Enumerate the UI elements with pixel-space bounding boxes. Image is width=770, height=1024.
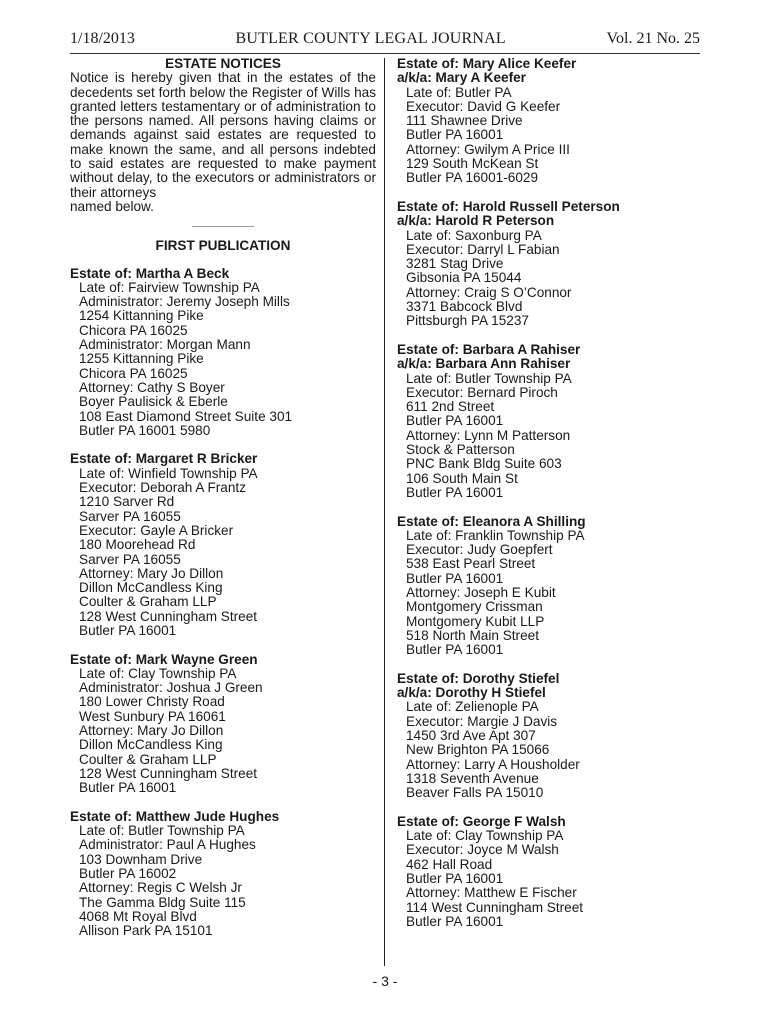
estate-detail-line: Montgomery Kubit LLP	[406, 613, 545, 629]
estate-detail-line: Chicora PA 16025	[79, 322, 188, 338]
estate-detail-line: Administrator: Morgan Mann	[79, 337, 251, 353]
estate-entry	[397, 515, 703, 658]
estate-detail-line: 3371 Babcock Blvd	[406, 299, 523, 315]
estate-detail-line: Coulter & Graham LLP	[79, 751, 217, 767]
estate-detail-line: 114 West Cunningham Street	[406, 899, 584, 915]
publication-heading: FIRST PUBLICATION	[155, 238, 291, 254]
estate-name: Estate of: Mary Alice Keefer	[397, 56, 577, 71]
estate-detail-line: The Gamma Bldg Suite 115	[79, 894, 246, 910]
page-header	[70, 30, 700, 50]
estate-detail-line: West Sunbury PA 16061	[79, 708, 226, 724]
estate-detail-line: Late of: Butler PA	[406, 84, 512, 100]
estate-detail-line: Executor: Margie J Davis	[406, 713, 558, 729]
estate-name: Estate of: Mark Wayne Green	[70, 651, 258, 667]
estate-detail-line: Sarver PA 16055	[79, 551, 181, 567]
volume-number: Vol. 21 No. 25	[606, 30, 700, 47]
estate-detail-line: Stock & Patterson	[406, 442, 515, 458]
estate-detail-line: 518 North Main Street	[406, 627, 539, 643]
estate-detail-line: 1318 Seventh Avenue	[406, 770, 539, 786]
estate-detail-line: 3281 Stag Drive	[406, 256, 504, 272]
right-estate-list	[397, 57, 703, 929]
estate-entry	[70, 653, 376, 796]
estate-detail-line: Late of: Franklin Township PA	[406, 527, 585, 543]
estate-detail-line: Butler PA 16001	[406, 127, 504, 143]
estate-detail-line: Attorney: Joseph E Kubit	[406, 584, 556, 600]
estate-detail-line: 462 Hall Road	[406, 856, 493, 872]
estate-detail-line: Attorney: Cathy S Boyer	[79, 379, 225, 395]
estate-detail-line: 180 Lower Christy Road	[79, 694, 225, 710]
estate-detail-line: Butler PA 16001	[406, 642, 504, 658]
estate-detail-line: Butler PA 16001	[406, 413, 504, 429]
estate-detail-line: New Brighton PA 15066	[406, 742, 550, 758]
estate-entry	[70, 810, 376, 939]
estate-entry	[397, 815, 703, 929]
estate-aka: a/k/a: Barbara Ann Rahiser	[397, 356, 571, 372]
estate-detail-line: Beaver Falls PA 15010	[406, 785, 544, 801]
estate-detail-line: Allison Park PA 15101	[79, 923, 213, 939]
estate-detail-line: 1255 Kittanning Pike	[79, 351, 204, 367]
estate-detail-line: 129 South McKean St	[406, 156, 539, 172]
estate-detail-line: Attorney: Craig S O’Connor	[406, 284, 572, 300]
estate-name: Estate of: Matthew Jude Hughes	[70, 808, 280, 824]
estate-name: Estate of: Martha A Beck	[70, 265, 230, 281]
left-estate-list	[70, 267, 376, 939]
estate-detail-line: Boyer Paulisick & Eberle	[79, 394, 228, 410]
estate-name: Estate of: George F Walsh	[397, 813, 566, 829]
column-divider	[384, 58, 385, 966]
estate-detail-line: Butler PA 16001	[406, 570, 504, 586]
estate-detail-line: Gibsonia PA 15044	[406, 270, 522, 286]
estate-entry	[70, 267, 376, 439]
estate-detail-line: Butler PA 16001	[406, 870, 504, 886]
estate-entry	[397, 343, 703, 500]
estate-detail-line: Late of: Winfield Township PA	[79, 465, 258, 481]
issue-date: 1/18/2013	[70, 30, 135, 47]
estate-detail-line: 111 Shawnee Drive	[406, 113, 523, 129]
estate-detail-line: Dillon McCandless King	[79, 737, 223, 753]
estate-aka: a/k/a: Mary A Keefer	[397, 70, 526, 86]
estate-detail-line: Executor: Gayle A Bricker	[79, 522, 234, 538]
estate-detail-line: Late of: Clay Township PA	[406, 828, 564, 844]
estate-detail-line: Executor: David G Keefer	[406, 98, 561, 114]
notice-paragraph: Notice is hereby given that in the estates of the decedents set forth below the Register of Wills has granted letters testamentary or of administration to the persons named. All persons having claims or demands against said estates are requested to make known the same, and all persons indebted to said estates are requested to make payment without delay, to the executors or administrators or their attorneys	[70, 70, 376, 200]
estate-detail-line: Executor: Joyce M Walsh	[406, 842, 559, 858]
estate-detail-line: Butler PA 16001	[79, 780, 177, 796]
estate-detail-line: 1254 Kittanning Pike	[79, 308, 204, 324]
left-column	[70, 57, 376, 953]
estate-detail-line: 538 East Pearl Street	[406, 556, 536, 572]
estate-detail-line: Attorney: Larry A Housholder	[406, 756, 580, 772]
estate-detail-line: Butler PA 16001	[79, 622, 177, 638]
estate-detail-line: Coulter & Graham LLP	[79, 594, 217, 610]
estate-detail-line: 4068 Mt Royal Blvd	[79, 908, 197, 924]
estate-detail-line: 108 East Diamond Street Suite 301	[79, 408, 293, 424]
estate-detail-line: Administrator: Joshua J Green	[79, 680, 263, 696]
estate-detail-line: Butler PA 16002	[79, 866, 177, 882]
estate-detail-line: Butler PA 16001-6029	[406, 170, 539, 186]
estate-detail-line: Attorney: Mary Jo Dillon	[79, 723, 224, 739]
estate-detail-line: Administrator: Jeremy Joseph Mills	[79, 294, 290, 310]
estate-detail-line: Butler PA 16001	[406, 484, 504, 500]
estate-entry	[397, 672, 703, 801]
estate-detail-line: Pittsburgh PA 15237	[406, 313, 529, 329]
estate-aka: a/k/a: Dorothy H Stiefel	[397, 685, 546, 701]
estate-detail-line: Attorney: Gwilym A Price III	[406, 141, 570, 157]
estate-entry	[397, 200, 703, 329]
notice-paragraph-end: named below.	[70, 198, 154, 214]
journal-title: BUTLER COUNTY LEGAL JOURNAL	[235, 30, 506, 47]
estate-name: Estate of: Barbara A Rahiser	[397, 341, 581, 357]
estate-detail-line: Late of: Butler Township PA	[406, 370, 572, 386]
estate-detail-line: Late of: Butler Township PA	[79, 823, 245, 839]
estate-detail-line: 103 Downham Drive	[79, 851, 203, 867]
estate-detail-line: Butler PA 16001 5980	[79, 422, 211, 438]
estate-detail-line: Executor: Darryl L Fabian	[406, 241, 560, 257]
header-rule	[70, 53, 700, 54]
estate-name: Estate of: Harold Russell Peterson	[397, 198, 620, 214]
estate-detail-line: 180 Moorehead Rd	[79, 537, 196, 553]
estate-detail-line: Attorney: Regis C Welsh Jr	[79, 880, 242, 896]
estate-detail-line: 128 West Cunningham Street	[79, 608, 258, 624]
estate-detail-line: Sarver PA 16055	[79, 508, 181, 524]
estate-name: Estate of: Dorothy Stiefel	[397, 670, 560, 686]
estate-detail-line: Late of: Zelienople PA	[406, 699, 539, 715]
estate-name: Estate of: Margaret R Bricker	[70, 451, 258, 467]
estate-entry	[397, 57, 703, 186]
estate-detail-line: 106 South Main St	[406, 470, 518, 486]
estate-detail-line: Chicora PA 16025	[79, 365, 188, 381]
estate-detail-line: Administrator: Paul A Hughes	[79, 837, 256, 853]
estate-aka: a/k/a: Harold R Peterson	[397, 213, 555, 229]
estate-detail-line: PNC Bank Bldg Suite 603	[406, 456, 562, 472]
estate-detail-line: 611 2nd Street	[406, 399, 495, 415]
page-number: - 3 -	[372, 973, 398, 989]
estate-detail-line: 128 West Cunningham Street	[79, 765, 258, 781]
estate-detail-line: Attorney: Mary Jo Dillon	[79, 565, 224, 581]
estate-detail-line: 1210 Sarver Rd	[79, 494, 175, 510]
separator-rule	[192, 226, 254, 227]
right-column	[397, 57, 703, 943]
estate-detail-line: Executor: Deborah A Frantz	[79, 480, 246, 496]
estate-detail-line: Attorney: Matthew E Fischer	[406, 885, 577, 901]
estate-detail-line: Executor: Bernard Piroch	[406, 384, 558, 400]
estate-detail-line: Montgomery Crissman	[406, 599, 543, 615]
estate-detail-line: Executor: Judy Goepfert	[406, 542, 553, 558]
estate-detail-line: Late of: Saxonburg PA	[406, 227, 542, 243]
estate-detail-line: Attorney: Lynn M Patterson	[406, 427, 571, 443]
estate-detail-line: Late of: Fairview Township PA	[79, 279, 260, 295]
estate-entry	[70, 452, 376, 638]
estate-detail-line: Dillon McCandless King	[79, 580, 223, 596]
estate-name: Estate of: Eleanora A Shilling	[397, 513, 586, 529]
estate-detail-line: Butler PA 16001	[406, 913, 504, 929]
section-title: ESTATE NOTICES	[165, 56, 281, 71]
estate-detail-line: 1450 3rd Ave Apt 307	[406, 727, 536, 743]
estate-detail-line: Late of: Clay Township PA	[79, 665, 237, 681]
